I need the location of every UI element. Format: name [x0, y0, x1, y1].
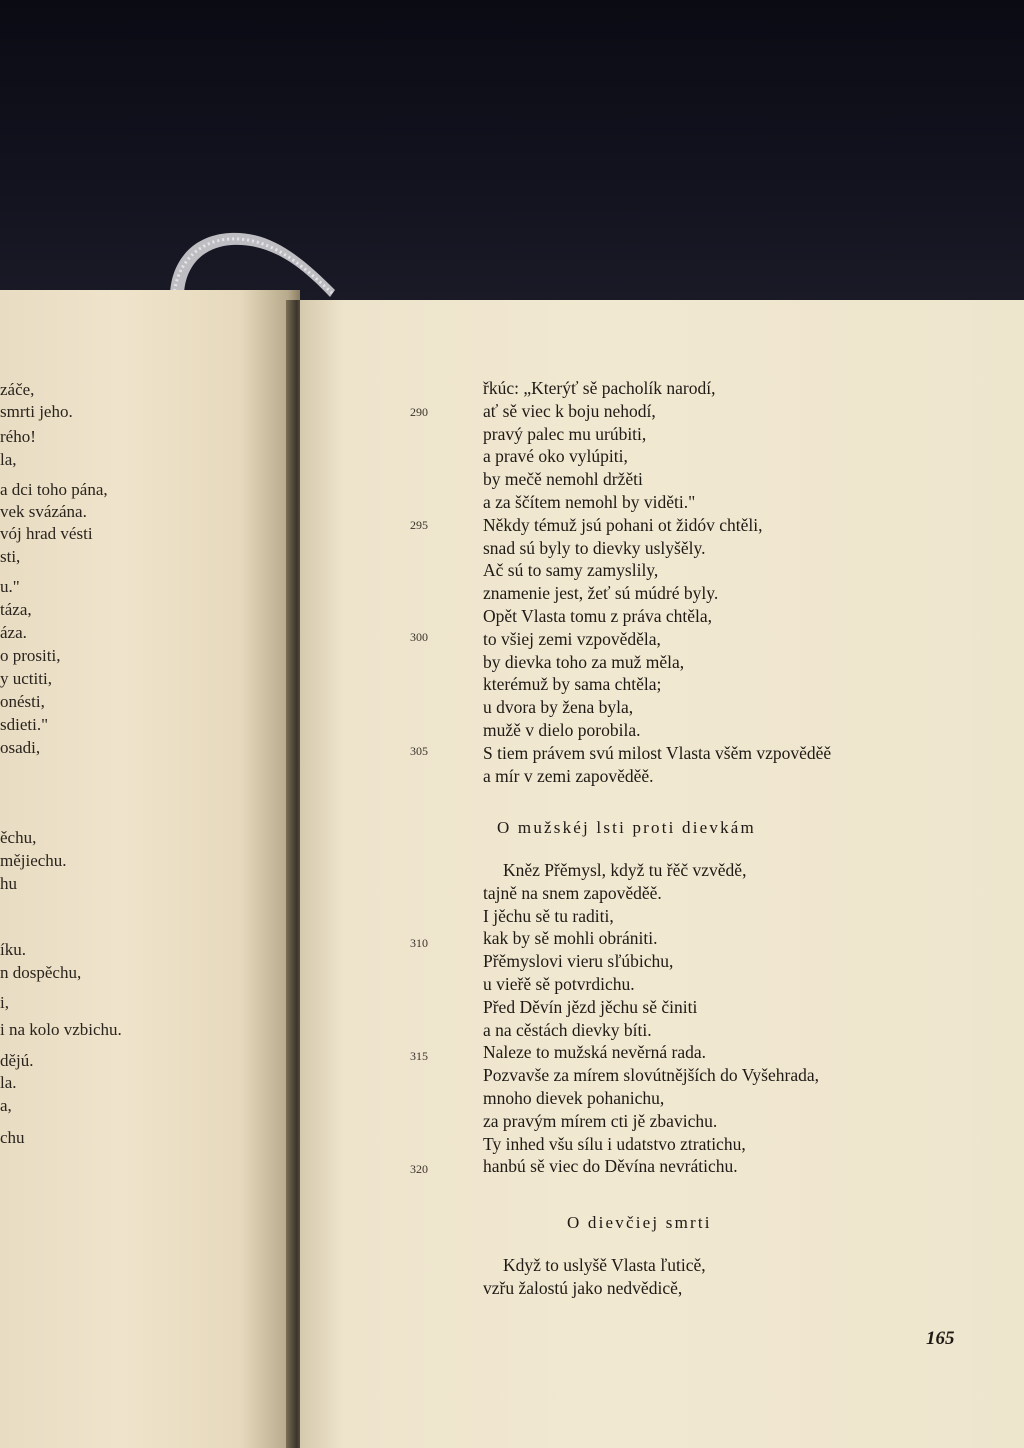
- line-number: 290: [410, 405, 428, 419]
- verse-line: to všiej zemi vzpověděla,: [483, 628, 661, 649]
- left-page-line: rého!: [0, 427, 36, 446]
- left-page-line: sti,: [0, 547, 21, 566]
- left-page-line: ěchu,: [0, 828, 37, 847]
- verse-line: Někdy témuž jsú pohani ot židóv chtěli,: [483, 514, 763, 535]
- verse-line: Před Děvín jězd jěchu sě činiti: [483, 996, 698, 1017]
- left-page-line: a dci toho pána,: [0, 480, 108, 499]
- verse-line: S tiem právem svú milost Vlasta všěm vzpověděě: [483, 742, 832, 763]
- left-page: [0, 290, 300, 1448]
- left-page-line: osadi,: [0, 738, 41, 757]
- line-number: 310: [410, 936, 428, 950]
- left-page-line: sdieti.": [0, 715, 49, 734]
- left-page-line: a,: [0, 1096, 12, 1115]
- verse-line: Naleze to mužská nevěrná rada.: [483, 1042, 707, 1063]
- verse-line: kterémuž by sama chtěla;: [483, 674, 662, 695]
- verse-line: Pozvavše za mírem slovútnějších do Vyšehrada,: [483, 1065, 819, 1086]
- left-page-line: hu: [0, 874, 17, 893]
- line-number: 315: [410, 1049, 428, 1063]
- verse-line: vzřu žalostú jako nedvědicě,: [483, 1277, 683, 1298]
- line-number: 300: [410, 630, 428, 644]
- verse-line: mnoho dievek pohanichu,: [483, 1088, 665, 1108]
- left-page-line: táza,: [0, 600, 32, 619]
- verse-line: a pravé oko vylúpiti,: [483, 446, 628, 467]
- left-page-line: mějiechu.: [0, 851, 67, 870]
- verse-line: by dievka toho za muž měla,: [483, 651, 685, 672]
- line-number: 305: [410, 744, 428, 758]
- line-number: 295: [410, 518, 428, 532]
- line-number: 320: [410, 1162, 428, 1176]
- left-page-line: onésti,: [0, 692, 45, 711]
- verse-line: mužě v dielo porobila.: [483, 720, 641, 740]
- left-page-line: i na kolo vzbichu.: [0, 1020, 122, 1039]
- verse-line: a na cěstách dievky bíti.: [483, 1019, 652, 1040]
- left-page-line: vój hrad vésti: [0, 524, 93, 543]
- left-page-line: áza.: [0, 623, 27, 642]
- section-heading-1: O mužskéj lsti proti dievkám: [497, 818, 756, 837]
- left-page-line: n dospěchu,: [0, 963, 82, 982]
- left-page-line: i,: [0, 993, 9, 1012]
- left-page-line: chu: [0, 1128, 25, 1147]
- verse-line: tajně na snem zapověděě.: [483, 882, 662, 903]
- left-page-line: o prositi,: [0, 646, 61, 665]
- verse-line: I jěchu sě tu raditi,: [483, 905, 614, 926]
- verse-line: u dvora by žena byla,: [483, 697, 634, 718]
- verse-line: řkúc: „Kterýť sě pacholík narodí,: [483, 378, 716, 398]
- page-number: 165: [926, 1328, 955, 1349]
- left-page-line: la,: [0, 450, 17, 469]
- verse-line: kak by sě mohli obrániti.: [483, 928, 658, 949]
- verse-line: za pravým mírem cti jě zbavichu.: [483, 1110, 718, 1131]
- left-page-line: u.": [0, 577, 20, 596]
- left-page-line: smrti jeho.: [0, 402, 73, 421]
- verse-line: by mečě nemohl držěti: [483, 469, 643, 490]
- verse-line: hanbú sě viec do Děvína nevrátichu.: [483, 1156, 738, 1177]
- verse-line: Ač sú to samy zamyslily,: [483, 560, 659, 581]
- left-page-line: dějú.: [0, 1051, 34, 1070]
- verse-line: a za ščítem nemohl by viděti.": [483, 492, 696, 512]
- verse-line: u vieřě sě potvrdichu.: [483, 974, 635, 994]
- left-page-line: la.: [0, 1073, 17, 1092]
- left-page-line: záče,: [0, 380, 35, 399]
- section-heading-2: O dievčiej smrti: [567, 1213, 712, 1232]
- right-page: [300, 300, 1024, 1448]
- left-page-line: íku.: [0, 940, 26, 959]
- verse-line: Opět Vlasta tomu z práva chtěla,: [483, 606, 713, 626]
- verse-line: snad sú byly to dievky uslyšěly.: [483, 537, 706, 558]
- verse-line: Ty inhed všu sílu i udatstvo ztratichu,: [483, 1133, 746, 1154]
- verse-line: ať sě viec k boju nehodí,: [483, 400, 656, 421]
- left-page-line: y uctiti,: [0, 669, 52, 688]
- left-page-line: vek svázána.: [0, 502, 87, 521]
- verse-line: Přěmyslovi vieru sľúbichu,: [483, 951, 674, 972]
- verse-line: a mír v zemi zapověděě.: [483, 765, 654, 786]
- verse-line: Kněz Přěmysl, když tu řěč vzvědě,: [503, 860, 747, 880]
- verse-line: pravý palec mu urúbiti,: [483, 423, 647, 444]
- verse-line: Když to uslyšě Vlasta ľuticě,: [503, 1255, 706, 1275]
- verse-line: znamenie jest, žeť sú múdré byly.: [483, 583, 719, 604]
